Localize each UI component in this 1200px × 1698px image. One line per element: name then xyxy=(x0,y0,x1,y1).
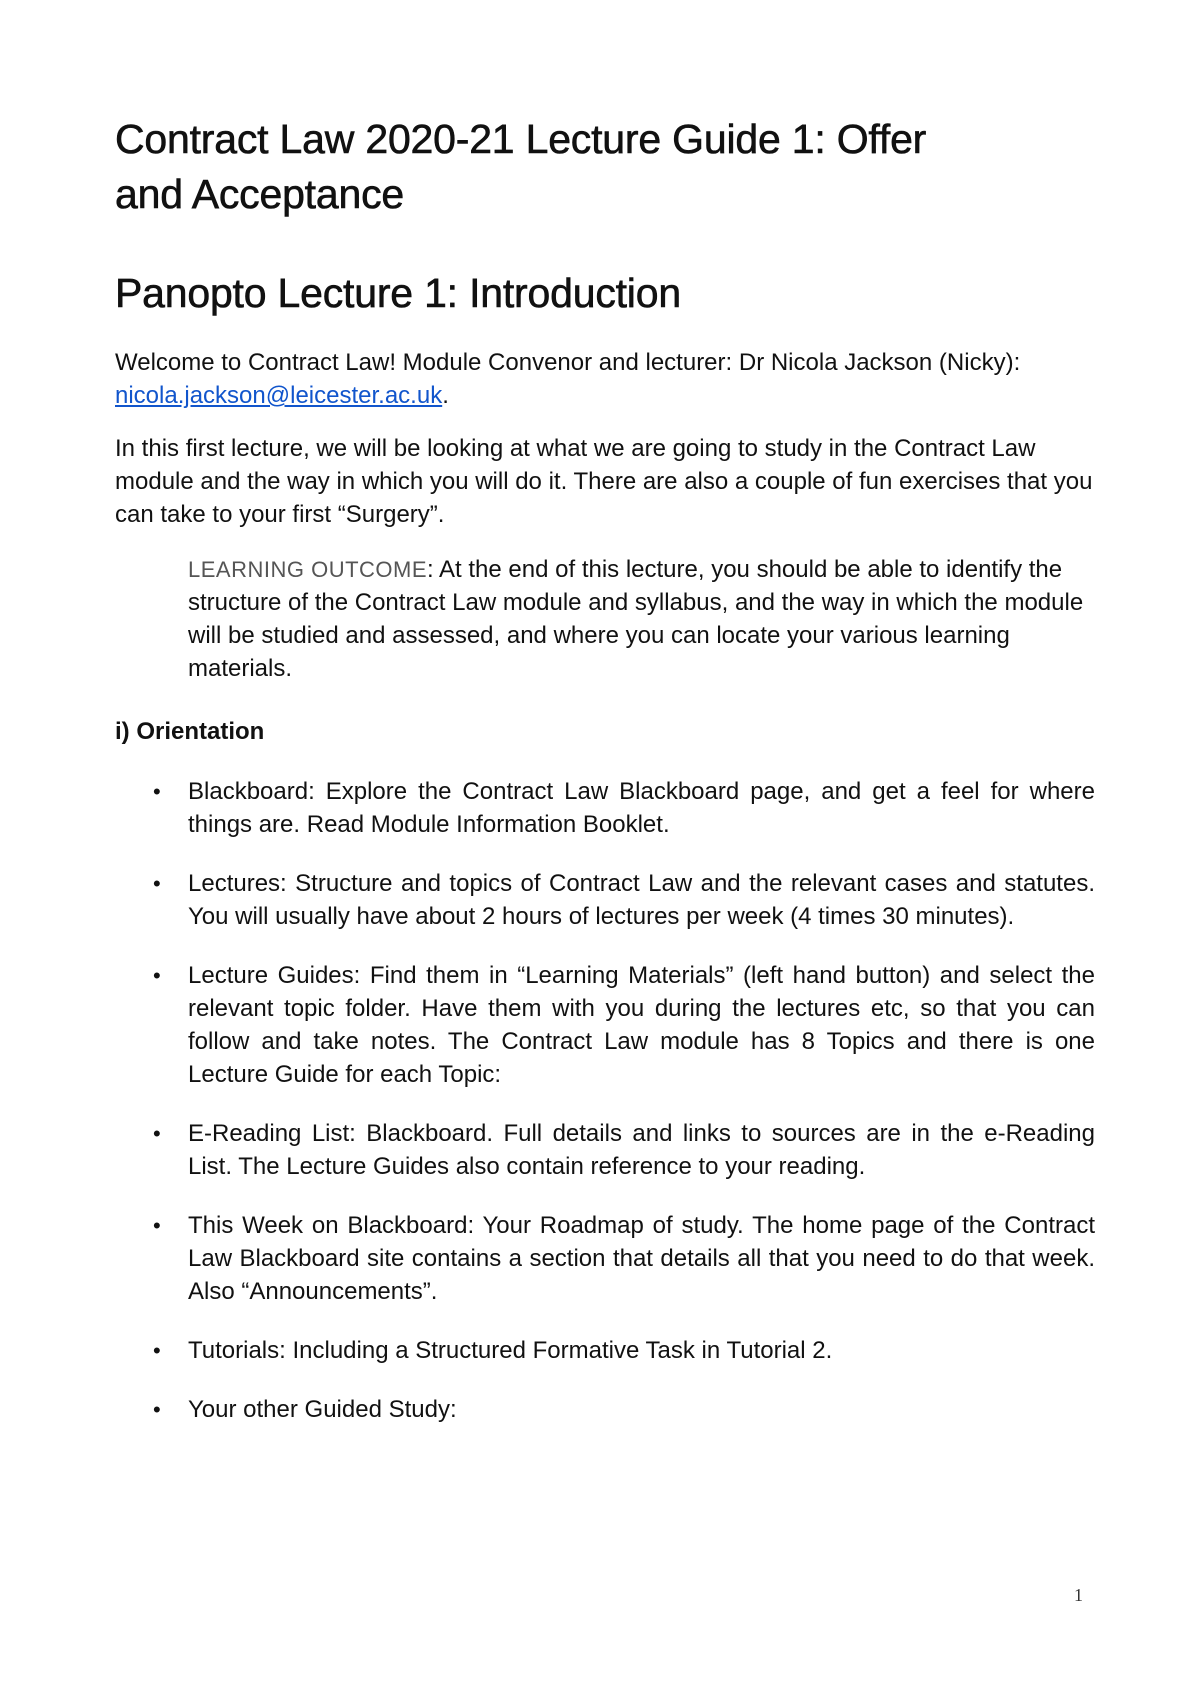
list-item xyxy=(115,867,1095,933)
lecture-heading: Panopto Lecture 1: Introduction xyxy=(115,270,681,316)
welcome-end: . xyxy=(442,382,449,409)
welcome-text: Welcome to Contract Law! Module Convenor and lecturer: Dr Nicola Jackson (Nicky): xyxy=(115,349,1021,376)
bullet-icon: • xyxy=(153,963,161,988)
learning-outcome xyxy=(188,553,1088,685)
list-item xyxy=(115,959,1095,1091)
list-item-text: Tutorials: Including a Structured Formative Task in Tutorial 2. xyxy=(188,1337,833,1364)
document-body xyxy=(115,112,1095,1452)
list-item-text: Your other Guided Study: xyxy=(188,1396,457,1423)
intro-paragraph: In this first lecture, we will be looking at what we are going to study in the Contract Law module and the way in which you will do it. There are also a couple of fun exercises that you can take to your first “Surgery”. xyxy=(115,435,1093,528)
bullet-icon: • xyxy=(153,1397,161,1422)
title-line-1: Contract Law 2020-21 Lecture Guide 1: Offer xyxy=(115,116,927,162)
list-item xyxy=(115,1117,1095,1183)
bullet-icon: • xyxy=(153,871,161,896)
list-item xyxy=(115,1334,1095,1367)
list-item xyxy=(115,775,1095,841)
document-title xyxy=(115,112,1095,222)
welcome-paragraph xyxy=(115,346,1095,412)
list-item xyxy=(115,1209,1095,1308)
list-item-text: Blackboard: Explore the Contract Law Blackboard page, and get a feel for where things are. Read Module Information Booklet. xyxy=(188,778,1095,838)
bullet-icon: • xyxy=(153,1213,161,1238)
list-item xyxy=(115,1393,1095,1426)
email-link[interactable]: nicola.jackson@leicester.ac.uk xyxy=(115,382,443,409)
page-number: 1 xyxy=(1074,1585,1083,1605)
learning-outcome-text: : At the end of this lecture, you should be able to identify the structure of the Contract Law module and syllabus, and the way in which the module will be studied and assessed, and where you can locate your various learning materials. xyxy=(188,556,1084,682)
bullet-icon: • xyxy=(153,1121,161,1146)
list-item-text: Lecture Guides: Find them in “Learning Materials” (left hand button) and select the relevant topic folder. Have them with you during the lectures etc, so that you can follow and take notes. The Contract Law module has 8 Topics and there is one Lecture Guide for each Topic: xyxy=(188,962,1095,1088)
list-item-text: E-Reading List: Blackboard. Full details and links to sources are in the e-Reading List. The Lecture Guides also contain reference to your reading. xyxy=(188,1120,1095,1180)
orientation-list xyxy=(115,775,1095,1426)
section-title-orientation: i) Orientation xyxy=(115,718,265,745)
bullet-icon: • xyxy=(153,779,161,804)
list-item-text: This Week on Blackboard: Your Roadmap of study. The home page of the Contract Law Blackboard site contains a section that details all that you need to do that week. Also “Announcements”. xyxy=(188,1212,1095,1305)
list-item-text: Lectures: Structure and topics of Contract Law and the relevant cases and statutes. You will usually have about 2 hours of lectures per week (4 times 30 minutes). xyxy=(188,870,1095,930)
bullet-icon: • xyxy=(153,1338,161,1363)
title-line-2: and Acceptance xyxy=(115,171,404,217)
learning-outcome-label: LEARNING OUTCOME xyxy=(188,557,428,582)
